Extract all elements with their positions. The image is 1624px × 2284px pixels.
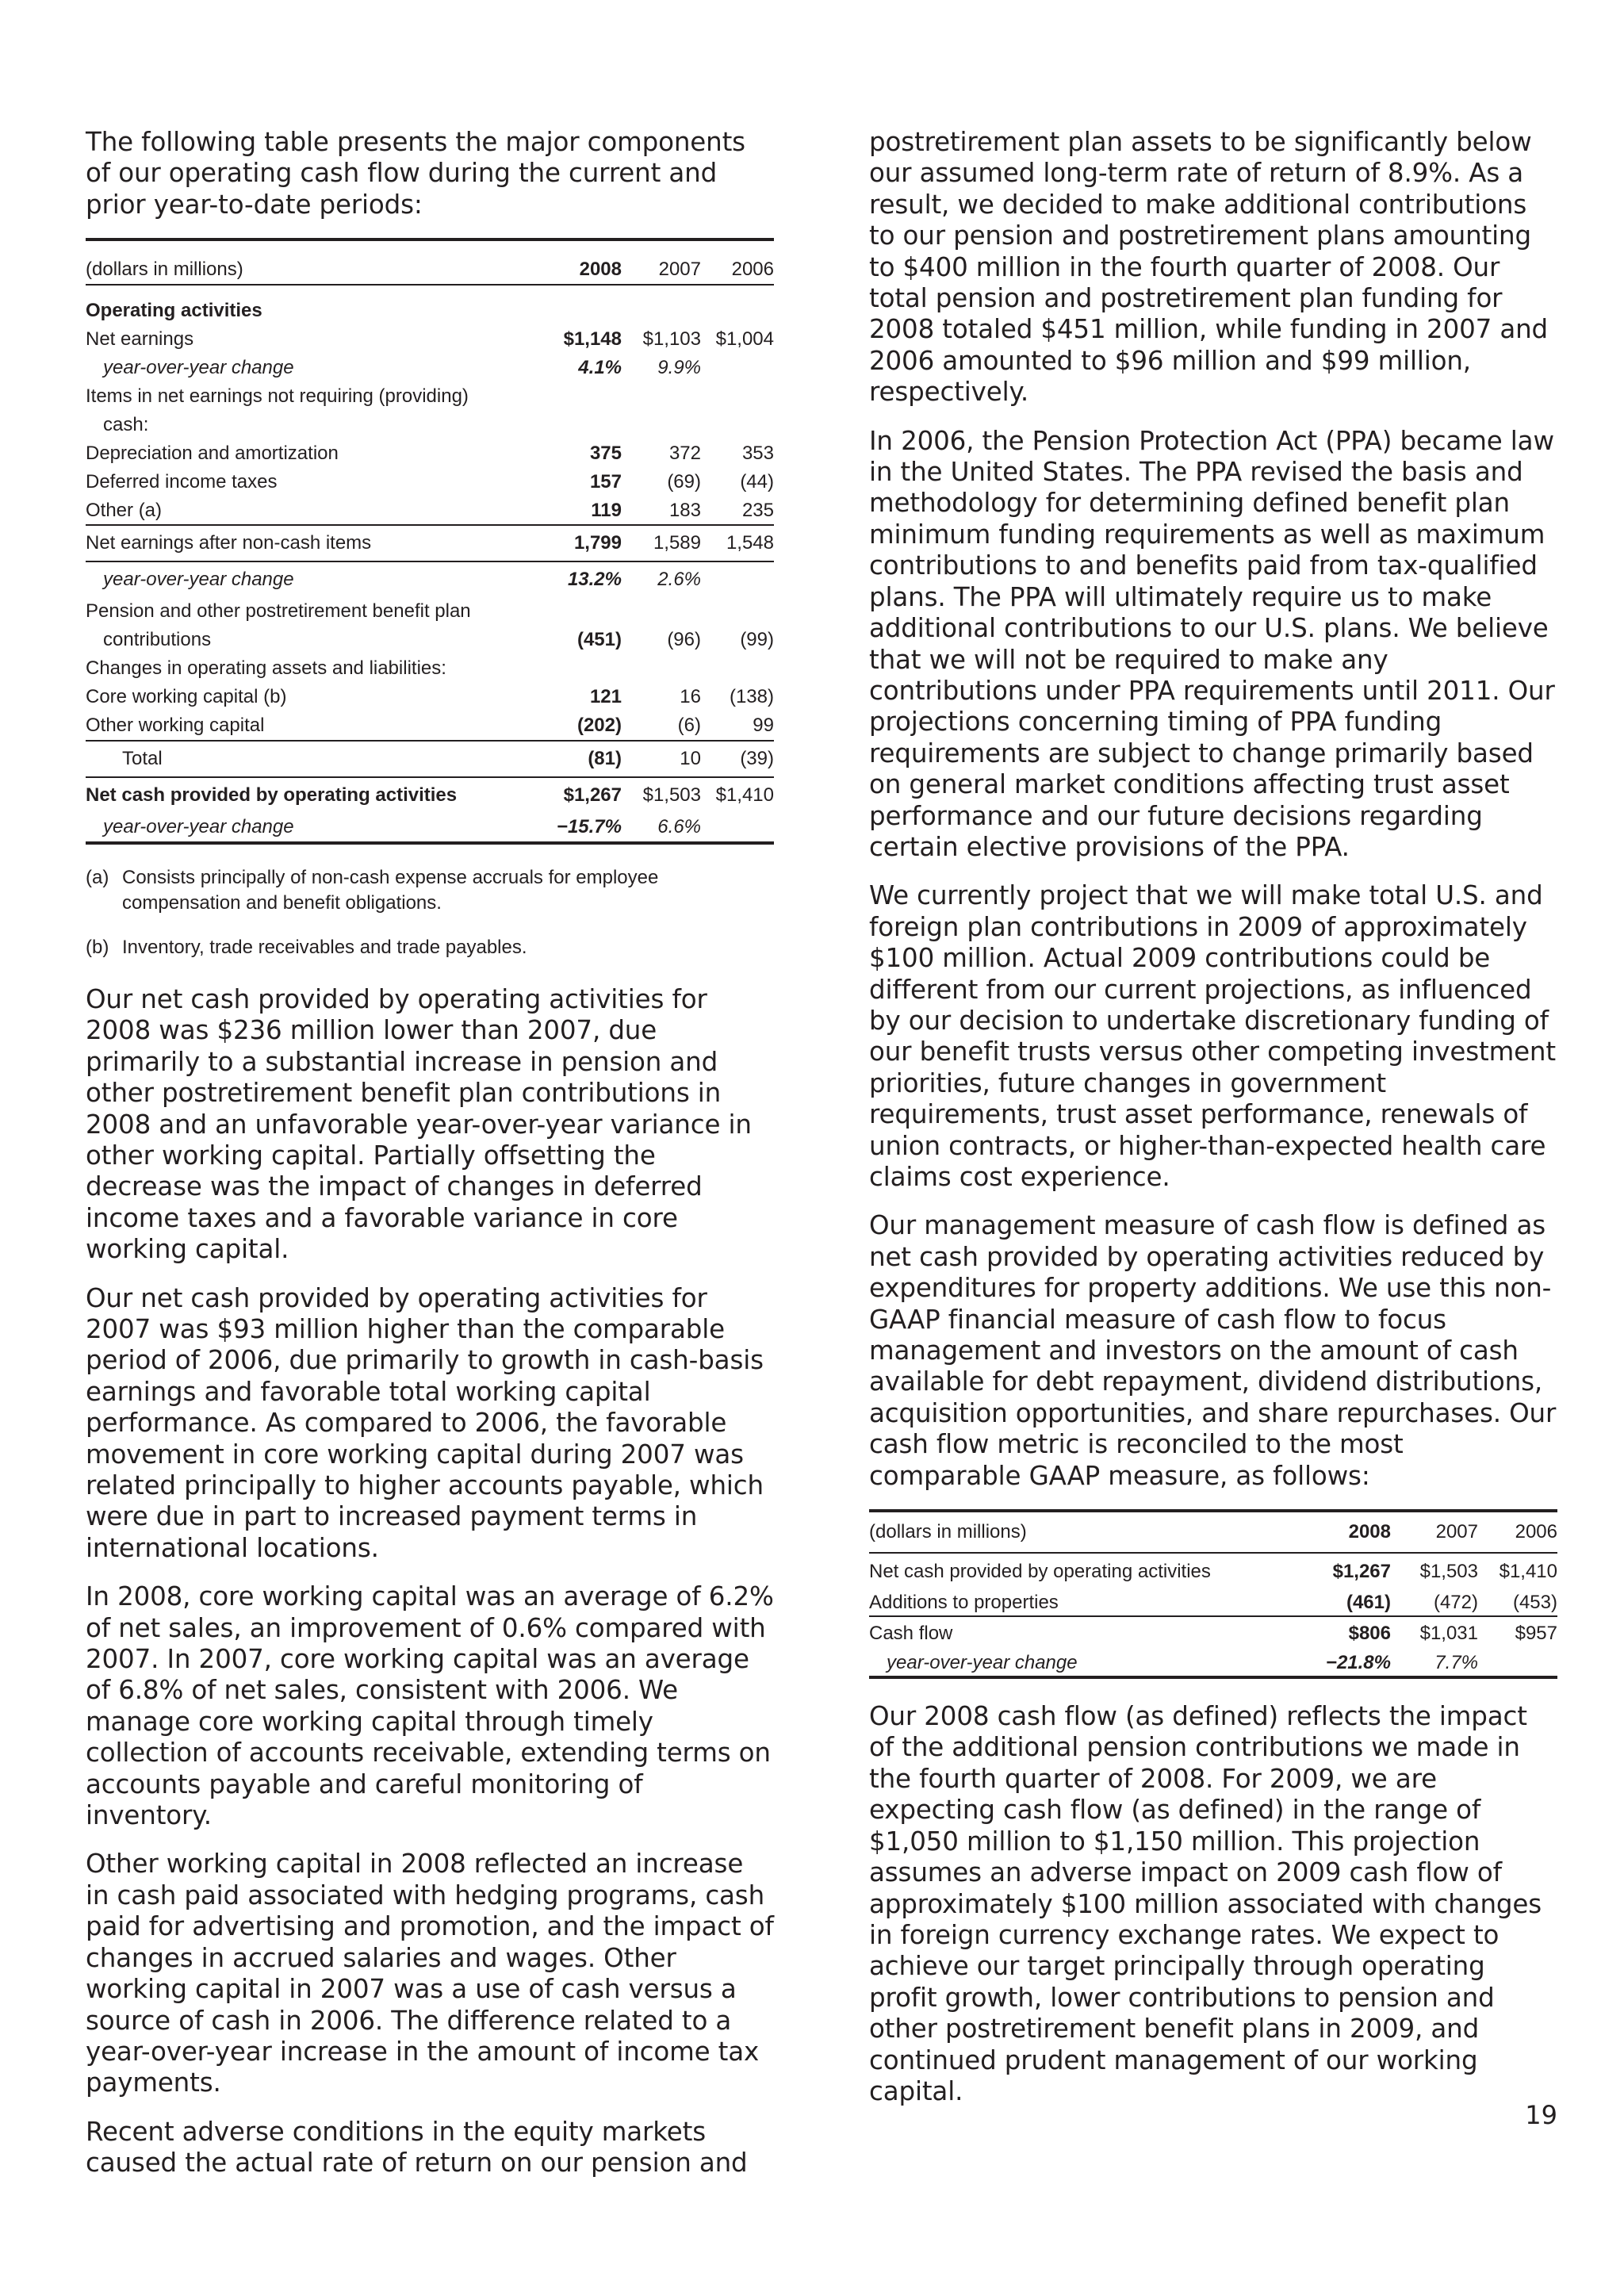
value-2007: $1,503	[622, 777, 701, 813]
table-row	[86, 561, 774, 597]
value-2007: (472)	[1433, 1592, 1478, 1614]
table-row	[86, 382, 774, 411]
body-paragraph: Recent adverse conditions in the equity markets caused the actual rate of return on our pension and	[86, 2116, 748, 2179]
table-row	[869, 1590, 1557, 1616]
value-2008: −21.8%	[1296, 1650, 1391, 1677]
header-2006: 2006	[701, 240, 774, 285]
body-paragraph: We currently project that we will make total U.S. and foreign plan contributions in 2009 of approximately $100 million. Actual 2009 contributions could be different from our current projections, as influenced by our decision to undertake discretionary funding of our benefit trusts versus other competing investment priorities, future changes in government requirements, trust asset performance, renewals of union contracts, or higher-than-expected health care claims cost experience.	[869, 880, 1556, 1192]
value-2008: (461)	[1346, 1592, 1391, 1614]
table-row	[86, 711, 774, 741]
table-row	[86, 626, 774, 654]
row-label: Net earnings	[86, 328, 194, 351]
value-2006: $1,410	[701, 777, 774, 813]
body-paragraph: In 2006, the Pension Protection Act (PPA) became law in the United States. The PPA revised the basis and methodology for determining defined benefit plan minimum funding requirements as well as maximum contributions to and benefits paid from tax-qualified plans. The PPA will ultimately require us to make additional contributions to our U.S. plans. We believe that we will not be required to make any contributions under PPA requirements until 2011. Our projections concerning timing of PPA funding requirements are subject to change primarily based on general market conditions affecting trust asset performance and our future decisions regarding certain elective provisions of the PPA.	[869, 425, 1555, 862]
row-label: Deferred income taxes	[86, 470, 278, 492]
body-paragraph: Our net cash provided by operating activities for 2007 was $93 million higher than the comparable period of 2006, due primarily to growth in cash-basis earnings and favorable total working capital performance. As compared to 2006, the favorable movement in core working capital during 2007 was related principally to higher accounts payable, which were due in part to increased payment terms in international locations.	[86, 1282, 764, 1563]
value-2008: $1,148	[563, 328, 622, 351]
value-2007: 2.6%	[622, 561, 701, 597]
header-2006: 2006	[1478, 1511, 1557, 1553]
right-column	[869, 127, 1557, 2125]
row-label: year-over-year change	[86, 813, 520, 843]
value-2007: 10	[622, 741, 701, 777]
value-2006: (453)	[1512, 1592, 1557, 1614]
body-paragraph: In 2008, core working capital was an average of 6.2% of net sales, an improvement of 0.6% compared with 2007. In 2007, core working capital was an average of 6.8% of net sales, consistent with 2006. We manage core working capital through timely collection of accounts receivable, extending terms on accounts payable and careful monitoring of inventory.	[86, 1581, 774, 1831]
footnote-text: Inventory, trade receivables and trade payables.	[122, 936, 527, 958]
table-row	[869, 1616, 1557, 1650]
value-2007: (6)	[677, 715, 701, 737]
table-row	[86, 468, 774, 496]
left-column	[86, 127, 774, 2197]
value-2008: 375	[589, 442, 622, 464]
table-footnotes	[86, 865, 774, 960]
table-row	[86, 297, 774, 325]
row-label: cash:	[103, 413, 149, 435]
value-2006: 353	[741, 442, 774, 464]
header-2007: 2007	[622, 240, 701, 285]
value-2008: (451)	[576, 629, 622, 651]
row-label: Core working capital (b)	[86, 686, 287, 708]
table-row	[86, 597, 774, 626]
value-2008: 157	[589, 470, 622, 492]
section-heading: Operating activities	[86, 300, 262, 322]
operating-cash-flow-table	[86, 238, 774, 845]
value-2008: $1,267	[1296, 1553, 1391, 1590]
value-2006: $957	[1478, 1616, 1557, 1650]
cash-flow-reconciliation-table	[869, 1509, 1557, 1679]
footnote-text: Consists principally of non-cash expense accruals for employee compensation and benefit obligations.	[122, 866, 659, 914]
header-label: (dollars in millions)	[86, 240, 520, 285]
row-label: Additions to properties	[869, 1592, 1059, 1614]
row-label: Other working capital	[86, 715, 265, 737]
header-2008: 2008	[520, 240, 622, 285]
table-row	[869, 1553, 1557, 1590]
table-row	[86, 439, 774, 468]
value-2007: 16	[680, 686, 701, 708]
value-2008: (81)	[520, 741, 622, 777]
row-label: Other (a)	[86, 499, 163, 521]
row-label: Changes in operating assets and liabilities:	[86, 657, 446, 680]
body-paragraph: Our net cash provided by operating activities for 2008 was $236 million lower than 2007, due primarily to a substantial increase in pension and other postretirement benefit plan contributions in 2008 and an unfavorable year-over-year variance in other working capital. Partially offsetting the decrease was the impact of changes in deferred income taxes and a favorable variance in core working capital.	[86, 983, 752, 1265]
row-label: Items in net earnings not requiring (providing)	[86, 385, 469, 407]
table-row	[869, 1650, 1557, 1677]
table-row	[86, 777, 774, 813]
value-2006: (44)	[740, 470, 774, 492]
value-2007: $1,503	[1391, 1553, 1478, 1590]
value-2008: 119	[591, 499, 622, 521]
table-row	[86, 654, 774, 683]
row-label: Net cash provided by operating activities	[869, 1553, 1296, 1590]
value-2007: 183	[668, 499, 701, 521]
row-label: Cash flow	[869, 1616, 1296, 1650]
body-paragraph: Our 2008 cash flow (as defined) reflects the impact of the additional pension contributions we made in the fourth quarter of 2008. For 2009, we are expecting cash flow (as defined) in the range of $1,050 million to $1,150 million. This projection assumes an adverse impact on 2009 cash flow of approximately $100 million associated with changes in foreign currency exchange rates. We expect to achieve our target principally through operating profit growth, lower contributions to pension and other postretirement benefit plans in 2009, and continued prudent management of our working capital.	[869, 1701, 1542, 2106]
value-2008: 4.1%	[578, 357, 622, 379]
row-label: Pension and other postretirement benefit plan	[86, 600, 471, 623]
table-row	[86, 354, 774, 382]
value-2006: 1,548	[701, 525, 774, 561]
table-row	[86, 496, 774, 526]
value-2006: $1,004	[715, 328, 774, 351]
table-header-row	[869, 1511, 1557, 1553]
value-2008: (202)	[576, 715, 622, 737]
row-label: contributions	[103, 629, 212, 651]
table-row	[86, 683, 774, 711]
body-paragraph: Other working capital in 2008 reflected an increase in cash paid associated with hedging programs, cash paid for advertising and promotion, and the impact of changes in accrued salaries and wages. Other working capital in 2007 was a use of cash versus a source of cash in 2006. The difference related to a year-over-year increase in the amount of income tax payments.	[86, 1849, 774, 2098]
table-header-rule	[86, 285, 774, 297]
table-row	[86, 741, 774, 777]
value-2006: $1,410	[1478, 1553, 1557, 1590]
footnote-key: (b)	[86, 936, 109, 958]
value-2008: 1,799	[520, 525, 622, 561]
value-2008: $1,267	[520, 777, 622, 813]
body-paragraph: Our management measure of cash flow is defined as net cash provided by operating activities reduced by expenditures for property additions. We use this non-GAAP financial measure of cash flow to focus management and investors on the amount of cash available for debt repayment, dividend distributions, acquisition opportunities, and share repurchases. Our cash flow metric is reconciled to the most comparable GAAP measure, as follows:	[869, 1210, 1557, 1491]
value-2008: −15.7%	[520, 813, 622, 843]
footnote-a	[86, 865, 774, 916]
value-2006: (138)	[729, 686, 774, 708]
value-2007: 6.6%	[622, 813, 701, 843]
value-2006: 235	[741, 499, 774, 521]
intro-paragraph: The following table presents the major components of our operating cash flow during the current and prior year-to-date periods:	[86, 127, 745, 220]
value-2007: (69)	[667, 470, 701, 492]
row-label: Net cash provided by operating activities	[86, 777, 520, 813]
header-2007: 2007	[1391, 1511, 1478, 1553]
row-label: Depreciation and amortization	[86, 442, 339, 464]
value-2008: $806	[1296, 1616, 1391, 1650]
value-2007: 9.9%	[657, 357, 701, 379]
table-row	[86, 411, 774, 439]
value-2006: 99	[753, 715, 774, 737]
value-2007: (96)	[667, 629, 701, 651]
page-number: 19	[1525, 2100, 1557, 2130]
row-label: year-over-year change	[86, 561, 520, 597]
footnote-key: (a)	[86, 866, 109, 888]
table-row	[86, 813, 774, 843]
body-paragraph: postretirement plan assets to be significantly below our assumed long-term rate of return of 8.9%. As a result, we decided to make additional contributions to our pension and postretirement plans amounting to $400 million in the fourth quarter of 2008. Our total pension and postretirement plan funding for 2008 totaled $451 million, while funding in 2007 and 2006 amounted to $96 million and $99 million, respectively.	[869, 127, 1549, 408]
header-2008: 2008	[1296, 1511, 1391, 1553]
value-2007: 1,589	[622, 525, 701, 561]
value-2006: (99)	[740, 629, 774, 651]
row-label: year-over-year change	[103, 357, 294, 379]
table-header-row	[86, 240, 774, 285]
value-2007: $1,031	[1391, 1616, 1478, 1650]
value-2007: $1,103	[642, 328, 701, 351]
value-2007: 7.7%	[1391, 1650, 1478, 1677]
value-2008: 13.2%	[520, 561, 622, 597]
table-row	[86, 525, 774, 561]
table-row	[86, 325, 774, 354]
row-label: Total	[86, 741, 520, 777]
value-2007: 372	[668, 442, 701, 464]
value-2006: (39)	[701, 741, 774, 777]
header-label: (dollars in millions)	[869, 1511, 1296, 1553]
row-label: Net earnings after non-cash items	[86, 525, 520, 561]
value-2008: 121	[589, 686, 622, 708]
row-label: year-over-year change	[869, 1650, 1296, 1677]
footnote-b	[86, 935, 774, 960]
